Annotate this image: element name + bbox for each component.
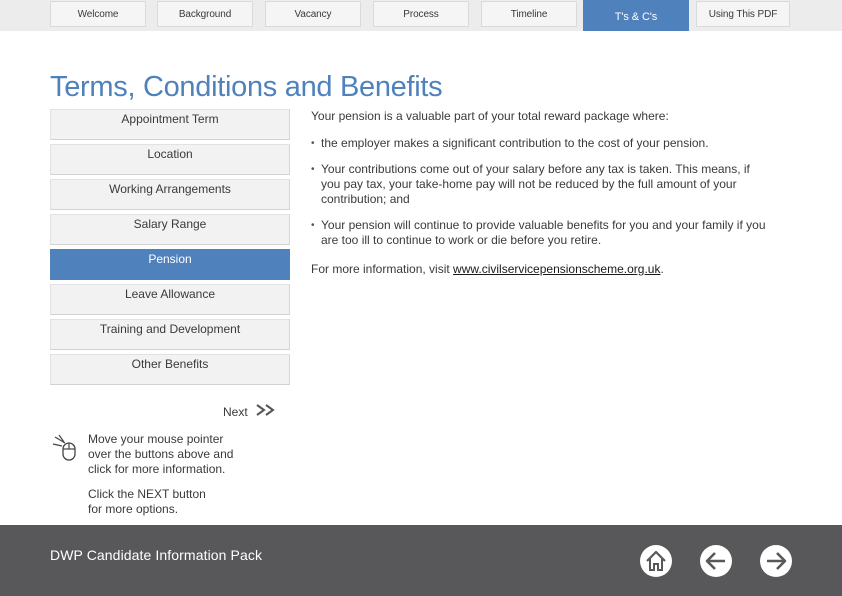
intro-text: Your pension is a valuable part of your total reward package where: <box>311 109 669 123</box>
tab-ts-and-cs[interactable]: T's & C's <box>583 0 689 31</box>
bullet-item: • Your contributions come out of your salary before any tax is taken. This means, if you pay tax, your take-home pay will not be reduced by the full amount of your contribution; and <box>311 162 761 207</box>
bullet-item: • Your pension will continue to provide valuable benefits for you and your family if you are too ill to continue to work or die before you retire. <box>311 218 776 248</box>
footer <box>0 525 842 596</box>
tab-using-this-pdf[interactable]: Using This PDF <box>696 1 790 27</box>
forward-button[interactable] <box>759 544 793 578</box>
side-button-leave-allowance[interactable]: Leave Allowance <box>50 284 290 315</box>
page-title: Terms, Conditions and Benefits <box>50 71 443 103</box>
next-button[interactable] <box>223 403 277 421</box>
side-button-training-and-development[interactable]: Training and Development <box>50 319 290 350</box>
home-button[interactable] <box>639 544 673 578</box>
side-button-appointment-term[interactable]: Appointment Term <box>50 109 290 140</box>
tab-welcome[interactable]: Welcome <box>50 1 146 27</box>
arrow-left-icon <box>699 544 733 578</box>
mouse-pointer-icon <box>52 434 80 462</box>
top-navigation <box>0 0 842 31</box>
arrow-right-icon <box>759 544 793 578</box>
pension-content <box>311 109 781 277</box>
tab-process[interactable]: Process <box>373 1 469 27</box>
footer-title: DWP Candidate Information Pack <box>50 547 263 563</box>
tab-vacancy[interactable]: Vacancy <box>265 1 361 27</box>
side-button-location[interactable]: Location <box>50 144 290 175</box>
more-info-suffix: . <box>660 262 664 276</box>
side-button-salary-range[interactable]: Salary Range <box>50 214 290 245</box>
back-button[interactable] <box>699 544 733 578</box>
pension-scheme-link[interactable]: www.civilservicepensionscheme.org.uk <box>453 262 661 276</box>
double-chevron-right-icon <box>255 403 277 421</box>
bullet-item: • the employer makes a significant contribution to the cost of your pension. <box>311 136 781 151</box>
side-button-other-benefits[interactable]: Other Benefits <box>50 354 290 385</box>
tab-background[interactable]: Background <box>157 1 253 27</box>
tab-timeline[interactable]: Timeline <box>481 1 577 27</box>
more-info-prefix: For more information, visit <box>311 262 454 276</box>
next-label: Next <box>223 405 248 419</box>
hint-text-next: Click the NEXT button for more options. <box>88 487 206 516</box>
more-info-text <box>311 262 781 277</box>
hint-text-hover: Move your mouse pointer over the buttons above and click for more information. <box>88 432 234 476</box>
side-button-working-arrangements[interactable]: Working Arrangements <box>50 179 290 210</box>
home-icon <box>639 544 673 578</box>
side-button-pension[interactable]: Pension <box>50 249 290 280</box>
